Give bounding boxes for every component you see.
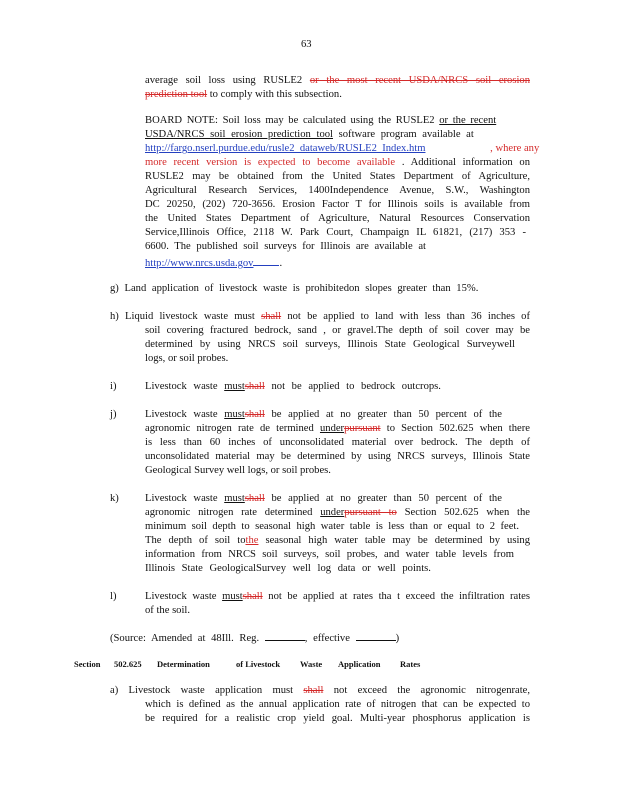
deleted-text: shall [242,591,263,602]
reg-blank [265,630,305,641]
inserted-text: must [222,591,243,602]
deleted-text: pursuant to [344,507,397,518]
inserted-text: USDA/NRCS soil erosion prediction tool [145,129,333,140]
deleted-text: shall [261,311,282,322]
source-note: (Source: Amended at 48Ill. Reg. , effective ) [110,630,399,646]
inserted-text: must [224,409,245,420]
deleted-text: shall [303,685,324,696]
deleted-text: pursuant [344,423,381,434]
nrcs-link[interactable]: http://www.nrcs.usda.gov [145,258,254,269]
effective-blank [356,630,396,641]
rusle2-link[interactable]: http://fargo.nserl.purdue.edu/rusle2_dataweb/RUSLE2_Index.htm [145,143,426,154]
deleted-text: prediction tool [145,89,208,100]
inserted-text: must [224,493,245,504]
intro-line-1: average soil loss using RUSLE2 or the most recent USDA/NRCS soil erosion [145,75,530,86]
inserted-text: must [224,381,245,392]
page-number: 63 [301,39,312,50]
inserted-text: the [245,535,259,546]
deleted-text: shall [244,381,265,392]
subsection-g: g) Land application of livestock waste is prohibitedon slopes greater than 15%. [110,283,479,294]
inserted-text: under [320,507,345,518]
deleted-text: or the most recent USDA/NRCS soil erosion [309,75,530,86]
deleted-text: shall [244,493,265,504]
inserted-text: or the recent [439,115,497,126]
intro-line-2: prediction tool to comply with this subsection. [145,89,342,100]
inserted-text: under [319,423,345,434]
deleted-text: shall [244,409,265,420]
